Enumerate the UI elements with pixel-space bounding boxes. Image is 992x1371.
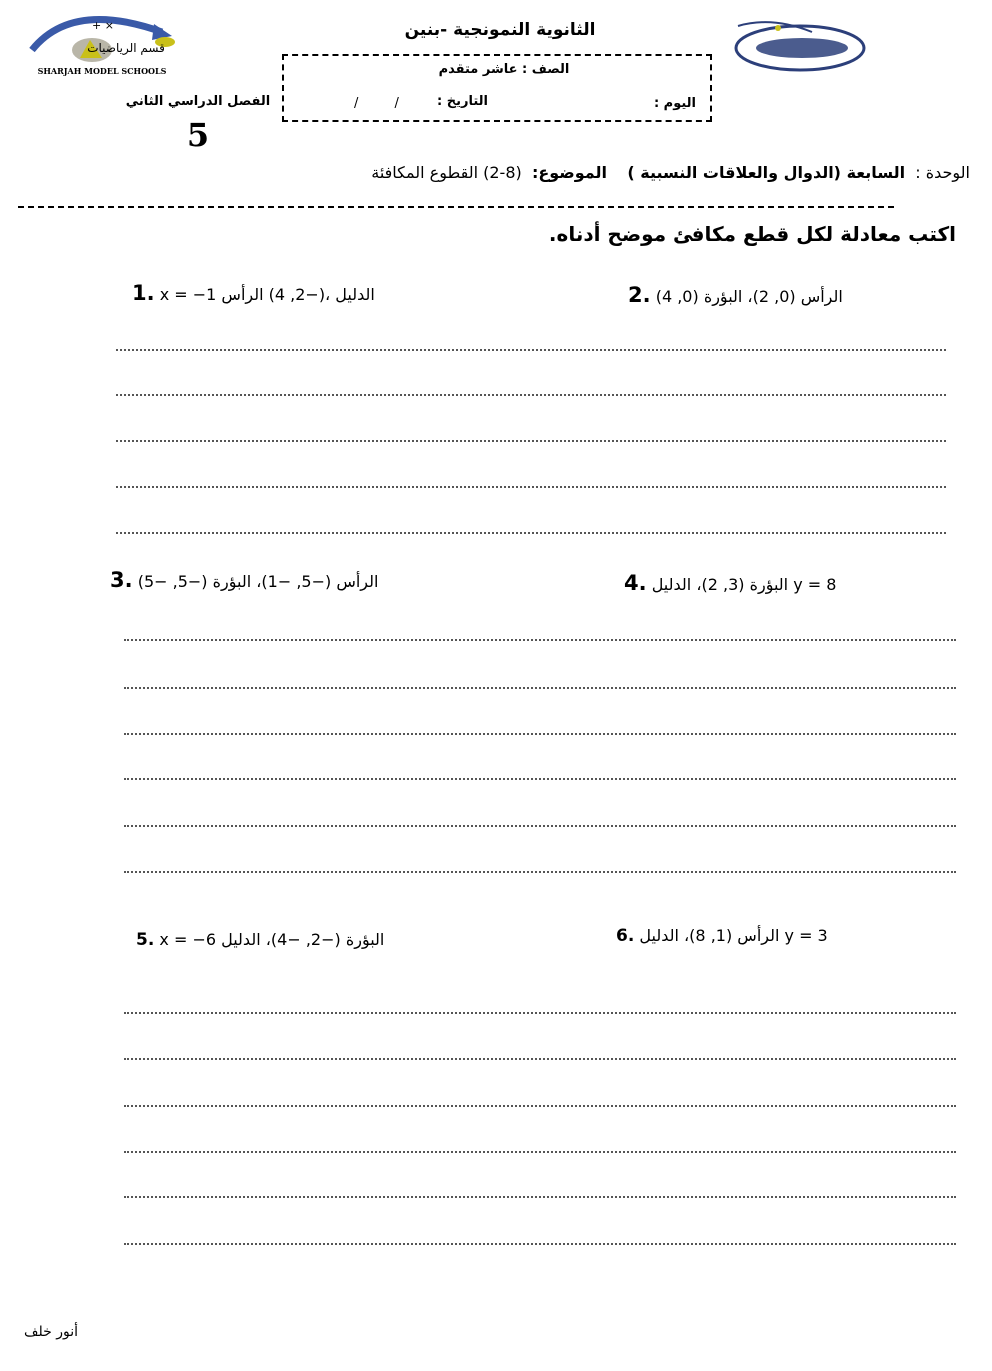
answer-line — [116, 349, 946, 351]
logo-left-arabic: قسم الرياضيات — [87, 41, 165, 55]
unit-label: الوحدة : — [915, 163, 970, 182]
problem-number: 6. — [616, 926, 635, 946]
answer-line — [124, 1105, 956, 1107]
separator — [18, 206, 894, 208]
problem-6 — [616, 926, 828, 946]
semester-label: الفصل الدراسي الثاني — [125, 94, 271, 109]
problem-number: 3. — [110, 568, 133, 592]
answer-line — [124, 1012, 956, 1014]
answer-line — [124, 1151, 956, 1153]
answer-line — [116, 532, 946, 534]
answer-line — [124, 687, 956, 689]
problem-text: الرأس (0, 2)، البؤرة (0, 4) — [655, 287, 843, 306]
problem-number: 5. — [136, 930, 155, 950]
author-name: أنور خلف — [24, 1324, 79, 1340]
grade-label: الصف : عاشر متقدم — [438, 62, 570, 77]
problem-5 — [136, 930, 384, 950]
answer-line — [124, 778, 956, 780]
problem-1 — [132, 281, 375, 305]
problem-number: 4. — [624, 571, 647, 595]
answer-line — [124, 825, 956, 827]
answer-line — [124, 733, 956, 735]
answer-line — [124, 1243, 956, 1245]
topic-label: الموضوع: — [531, 163, 608, 182]
problem-number: 1. — [132, 281, 155, 305]
problem-number: 2. — [628, 283, 651, 307]
problem-3 — [110, 568, 378, 592]
school-logo-right — [732, 14, 868, 80]
instruction: اكتب معادلة لكل قطع مكافئ موضح أدناه. — [548, 222, 956, 246]
school-logo-left — [22, 6, 182, 82]
answer-line — [124, 871, 956, 873]
topic-value: (8-2) القطوع المكافئة — [371, 163, 522, 182]
answer-line — [116, 440, 946, 442]
problem-text: x = −6 البؤرة (−2, −4)، الدليل — [159, 930, 385, 949]
answer-line — [124, 1196, 956, 1198]
problem-2 — [628, 283, 843, 307]
school-name: الثانوية النمونجية -بنين — [404, 20, 596, 40]
info-box — [282, 54, 712, 122]
problem-text: الرأس (−5, −1)، البؤرة (−5, −5) — [137, 572, 379, 591]
answer-line — [116, 394, 946, 396]
date-value: / / — [354, 96, 399, 111]
problem-text: x = −1 الدليل ،(−2, 4) الرأس — [159, 285, 375, 304]
unit-topic-line — [300, 163, 970, 182]
semester-number: 5 — [186, 116, 210, 154]
unit-value: السابعة (الدوال والعلاقات النسبية ) — [627, 163, 906, 182]
logo-left-caption: SHARJAH MODEL SCHOOLS — [37, 66, 167, 76]
day-label: اليوم : — [653, 96, 696, 111]
problem-text: البؤرة (3, 2)، الدليل y = 8 — [651, 575, 837, 594]
svg-text:+ ×: + × — [92, 19, 114, 32]
answer-line — [116, 486, 946, 488]
answer-line — [124, 639, 956, 641]
date-label: التاريخ : — [437, 94, 488, 109]
answer-line — [124, 1058, 956, 1060]
problem-4 — [624, 571, 836, 595]
problem-text: الرأس (1, 8)، الدليل y = 3 — [639, 926, 828, 945]
